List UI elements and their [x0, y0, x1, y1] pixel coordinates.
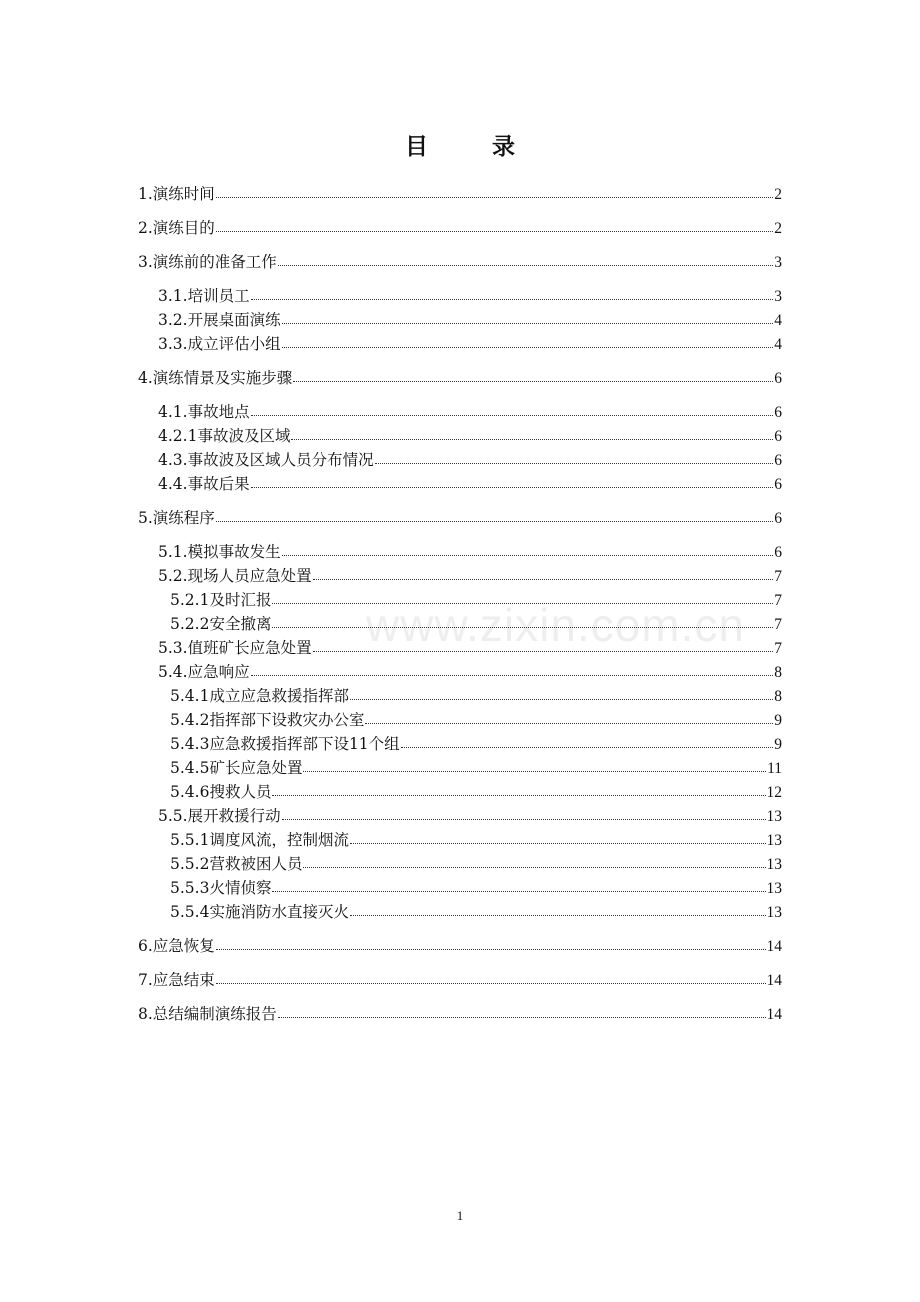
toc-entry-label: 3.1.培训员工: [158, 287, 250, 305]
toc-entry-page: 3: [774, 254, 782, 271]
dot-leader: [272, 891, 765, 892]
toc-entry[interactable]: [0, 470, 920, 494]
toc-entry-page: 6: [774, 428, 782, 445]
dot-leader: [350, 915, 766, 916]
toc-entry-page: 13: [766, 856, 782, 873]
toc-entry[interactable]: [0, 706, 920, 730]
toc-entry[interactable]: [0, 754, 920, 778]
dot-leader: [282, 323, 774, 324]
toc-entry-page: 12: [766, 784, 782, 801]
dot-leader: [272, 627, 773, 628]
toc-entry-page: 4: [774, 336, 782, 353]
toc-entry[interactable]: [0, 850, 920, 874]
toc-entry-label: 5.2.2安全撤离: [170, 615, 272, 633]
dot-leader: [251, 415, 774, 416]
toc-entry-label: 4.4.事故后果: [158, 475, 250, 493]
toc-entry-label: 4.3.事故波及区域人员分布情况: [158, 451, 374, 469]
dot-leader: [350, 843, 766, 844]
toc-entry-label: 4.1.事故地点: [158, 403, 250, 421]
dot-leader: [313, 579, 774, 580]
toc-entry-label: 5.4.5矿长应急处置: [170, 759, 303, 777]
toc-entry-label: 3.演练前的准备工作: [138, 253, 277, 271]
toc-entry-label: 5.4.6搜救人员: [170, 783, 272, 801]
toc-entry-page: 9: [774, 736, 782, 753]
toc-entry-label: 5.1.模拟事故发生: [158, 543, 281, 561]
toc-entry-label: 4.2.1事故波及区域: [158, 427, 291, 445]
dot-leader: [313, 651, 774, 652]
toc-entry[interactable]: [0, 398, 920, 422]
toc-entry-label: 5.5.2营救被困人员: [170, 855, 303, 873]
toc-entry-page: 13: [766, 832, 782, 849]
dot-leader: [272, 795, 765, 796]
toc-entry[interactable]: [0, 562, 920, 586]
toc-entry-page: 6: [774, 404, 782, 421]
toc-entry[interactable]: [0, 538, 920, 562]
toc-entry-label: 1.演练时间: [138, 185, 215, 203]
toc-entry-label: 5.5.4实施消防水直接灭火: [170, 903, 349, 921]
dot-leader: [216, 949, 766, 950]
page-title: 目 录: [404, 133, 543, 160]
toc-entry-label: 5.演练程序: [138, 509, 215, 527]
dot-leader: [293, 381, 773, 382]
dot-leader: [251, 487, 774, 488]
toc-entry[interactable]: [0, 214, 920, 238]
toc-entry[interactable]: [0, 364, 920, 388]
toc-entry-page: 2: [774, 220, 782, 237]
toc-entry-page: 3: [774, 288, 782, 305]
toc-entry[interactable]: [0, 874, 920, 898]
toc-entry-label: 3.2.开展桌面演练: [158, 311, 281, 329]
toc-entry-label: 5.4.2指挥部下设救灾办公室: [170, 711, 365, 729]
toc-entry[interactable]: [0, 826, 920, 850]
toc-entry-label: 4.演练情景及实施步骤: [138, 369, 293, 387]
toc-entry[interactable]: [0, 730, 920, 754]
toc-entry-page: 7: [774, 616, 782, 633]
dot-leader: [216, 197, 773, 198]
toc-entry-label: 5.3.值班矿长应急处置: [158, 639, 312, 657]
toc-entry-page: 6: [774, 544, 782, 561]
toc-entry-page: 7: [774, 640, 782, 657]
dot-leader: [278, 1017, 766, 1018]
dot-leader: [375, 463, 774, 464]
toc-entry[interactable]: [0, 504, 920, 528]
toc-entry-label: 5.2.1及时汇报: [170, 591, 272, 609]
toc-entry[interactable]: [0, 932, 920, 956]
dot-leader: [350, 699, 773, 700]
dot-leader: [303, 771, 766, 772]
toc-entry[interactable]: [0, 658, 920, 682]
toc-entry-page: 8: [774, 688, 782, 705]
toc-entry-label: 5.5.3火情侦察: [170, 879, 272, 897]
toc-entry[interactable]: [0, 330, 920, 354]
toc-entry-page: 14: [766, 972, 782, 989]
toc-entry[interactable]: [0, 586, 920, 610]
toc-entry-label: 3.3.成立评估小组: [158, 335, 281, 353]
watermark: www.zixin.com.cn: [366, 599, 745, 651]
toc-entry-page: 6: [774, 476, 782, 493]
toc-entry-page: 13: [766, 904, 782, 921]
toc-entry[interactable]: [0, 248, 920, 272]
toc-entry-page: 6: [774, 510, 782, 527]
toc-entry[interactable]: [0, 778, 920, 802]
toc-entry-label: 5.5.1调度风流，控制烟流: [170, 831, 349, 849]
dot-leader: [216, 521, 773, 522]
toc-entry-page: 6: [774, 370, 782, 387]
toc-entry-label: 6.应急恢复: [138, 937, 215, 955]
toc-entry-label: 8.总结编制演练报告: [138, 1005, 277, 1023]
toc-entry-page: 11: [767, 760, 782, 777]
toc-entry-label: 2.演练目的: [138, 219, 215, 237]
toc-entry[interactable]: [0, 422, 920, 446]
dot-leader: [272, 603, 773, 604]
toc-entry-label: 5.4.3应急救援指挥部下设11个组: [170, 735, 400, 753]
toc-entry-label: 5.4.1成立应急救援指挥部: [170, 687, 349, 705]
dot-leader: [251, 675, 774, 676]
toc-entry[interactable]: [0, 634, 920, 658]
dot-leader: [401, 747, 774, 748]
toc-entry-page: 13: [766, 880, 782, 897]
page-number: 1: [456, 1208, 464, 1223]
toc-entry[interactable]: [0, 446, 920, 470]
dot-leader: [282, 555, 774, 556]
toc-entry-label: 5.2.现场人员应急处置: [158, 567, 312, 585]
toc-entry-page: 7: [774, 592, 782, 609]
toc-entry[interactable]: [0, 1000, 920, 1024]
dot-leader: [303, 867, 765, 868]
toc-entry[interactable]: [0, 898, 920, 922]
dot-leader: [291, 439, 773, 440]
toc-entry-page: 9: [774, 712, 782, 729]
toc-entry-page: 13: [766, 808, 782, 825]
toc-entry[interactable]: [0, 802, 920, 826]
dot-leader: [278, 265, 773, 266]
toc-entry-label: 5.4.应急响应: [158, 663, 250, 681]
toc-entry[interactable]: [0, 306, 920, 330]
dot-leader: [216, 231, 773, 232]
dot-leader: [365, 723, 773, 724]
dot-leader: [216, 983, 766, 984]
dot-leader: [282, 347, 774, 348]
dot-leader: [282, 819, 766, 820]
dot-leader: [251, 299, 774, 300]
toc-entry[interactable]: [0, 610, 920, 634]
toc-entry-page: 14: [766, 938, 782, 955]
toc-entry-label: 5.5.展开救援行动: [158, 807, 281, 825]
toc-entry[interactable]: [0, 180, 920, 204]
toc-entry-page: 6: [774, 452, 782, 469]
toc-entry-page: 4: [774, 312, 782, 329]
toc-entry[interactable]: [0, 966, 920, 990]
toc-entry-page: 7: [774, 568, 782, 585]
toc-entry-page: 2: [774, 186, 782, 203]
toc-entry-page: 8: [774, 664, 782, 681]
toc-entry[interactable]: [0, 682, 920, 706]
toc-entry[interactable]: [0, 282, 920, 306]
toc-entry-page: 14: [766, 1006, 782, 1023]
toc-entry-label: 7.应急结束: [138, 971, 215, 989]
